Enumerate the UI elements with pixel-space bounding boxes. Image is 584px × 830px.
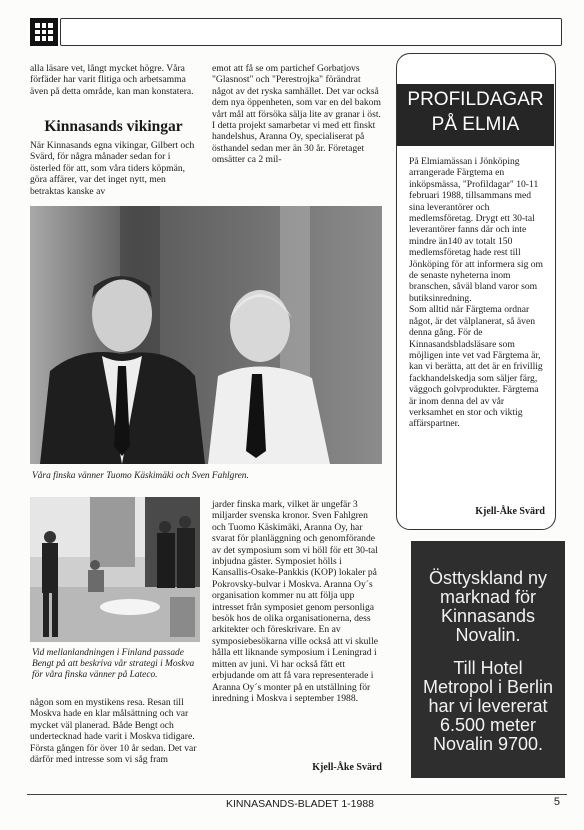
- author-signature: Kjell-Åke Svärd: [312, 762, 382, 773]
- sidebar-title-line2: PÅ ELMIA: [431, 114, 520, 135]
- ad-subtext: Till Hotel Metropol i Berlin har vi levererat 6.500 meter Novalin 9700.: [422, 658, 554, 754]
- header-bar: [60, 18, 562, 46]
- body-paragraph: jarder finska mark, vilket är ungefär 3 miljarder svenska kronor. Sven Fahlgren och Tuomo Käskimäki, Aranna Oy, har svarat för planläggning och genomförande av det symposium som vi höll för ett 30-tal inbjudna gäster. Symposiet hölls i Kansallis-Osake-Pankkis (KOP) lokaler på Pokrovsky-bulvar i Moskva. Aranna Oy´s organisation kommer nu att följa upp intresset från symposiet genom personliga besök hos de olika organisationerna, dess arkitekter och föreskrivare. En av symposiebesökarna ville också att vi skulle hålla ett liknande symposium i Leningrad i mitten av juni. Vi har också fått ett erbjudande om att få vara representerade i Aranna Oy´s monter på en utställning för inredning i Moskva i september 1988.: [212, 499, 378, 704]
- sidebar-signature: Kjell-Åke Svärd: [475, 506, 545, 517]
- photo-two-men: [30, 206, 382, 464]
- column1-body-text: [30, 140, 197, 197]
- column1-top-text: [30, 63, 197, 97]
- footer-rule: [27, 794, 567, 795]
- intro-paragraph: alla läsare vet, långt mycket högre. Våra förfäder har varit flitiga och arbetsamma även på detta område, kan man konstatera.: [30, 63, 194, 97]
- section-heading: Kinnasands vikingar: [44, 118, 183, 135]
- body-paragraph: någon som en mystikens resa. Resan till Moskva hade en klar målsättning och var mycket väl planerad. Både Bengt och undertecknad hade varit i Moskva tidigare. Första gången för över 10 år sedan. Det var därför med intresse som vi såg fram: [30, 697, 197, 766]
- column1-bottom-text: [30, 697, 200, 765]
- advertisement-box: [411, 541, 565, 778]
- photo-meeting-room: [30, 497, 200, 642]
- body-paragraph: När Kinnasands egna vikingar, Gilbert och Svärd, för några månader sedan for i österled för att, som våra tiders köpmän, göra affärer, var det inget nytt, men betraktas kanske av: [30, 140, 195, 197]
- body-paragraph: I detta projekt samarbetar vi med ett finskt handelshus, Aranna Oy, specialiserat på östhandel sedan mer än 30 år. Företaget omsätter ca 2 mil-: [212, 120, 376, 166]
- page-number: 5: [553, 796, 560, 808]
- body-paragraph: emot att få se om partichef Gorbatjovs "Glasnost" och "Perestrojka" förändrat något av det ryska samhället. Det var också dem nya öppenheten, som var en del bakom vårt mål att försöka sälja lite av granar i öst.: [212, 63, 381, 120]
- sidebar-text: [409, 156, 545, 430]
- sidebar-title-line1: PROFILDAGAR: [407, 89, 544, 110]
- grid-logo-icon: [32, 20, 56, 44]
- ad-headline: Östtyskland ny marknad för Kinnasands Novalin.: [428, 568, 548, 645]
- photo2-caption: Vid mellanlandningen i Finland passade Bengt på att beskriva vår strategi i Moskva för våra finska vänner på Lateco.: [32, 648, 195, 680]
- header-logo-box: [30, 18, 58, 46]
- photo1-caption: Våra finska vänner Tuomo Käskimäki och Sven Fahlgren.: [32, 471, 249, 481]
- footer-title: KINNASANDS-BLADET 1-1988: [225, 798, 375, 810]
- sidebar-paragraph: Som alltid när Färgtema ordnar något, är det välplanerat, så även denna gång. För de Kinnasandsbladsläsare som möjligen inte vet vad Färgtema är, kan vi berätta, att det är en frivillig fackhandelskedja som säljer färg, väggoch golvprodukter. Färgtema är inom denna del av vår verksamhet en stor och viktig affärspartner.: [409, 304, 543, 430]
- sidebar-paragraph: På Elmiamässan i Jönköping arrangerade Färgtema en inköpsmässa, "Profildagar" 10-11 februari 1988, tillsammans med sina leverantörer och medlemsföretag. Drygt ett 30-tal leverantörer fanns där och inte mindre än140 av totalt 150 medlemsföretag hade rest till Jönköping för att informera sig om de senaste nyheterna inom branschen, såväl bland varor som butiksinredning.: [409, 156, 544, 304]
- column2-top-text: [212, 63, 382, 166]
- column2-bottom-text: [212, 499, 382, 704]
- sidebar-title-banner: [397, 84, 554, 146]
